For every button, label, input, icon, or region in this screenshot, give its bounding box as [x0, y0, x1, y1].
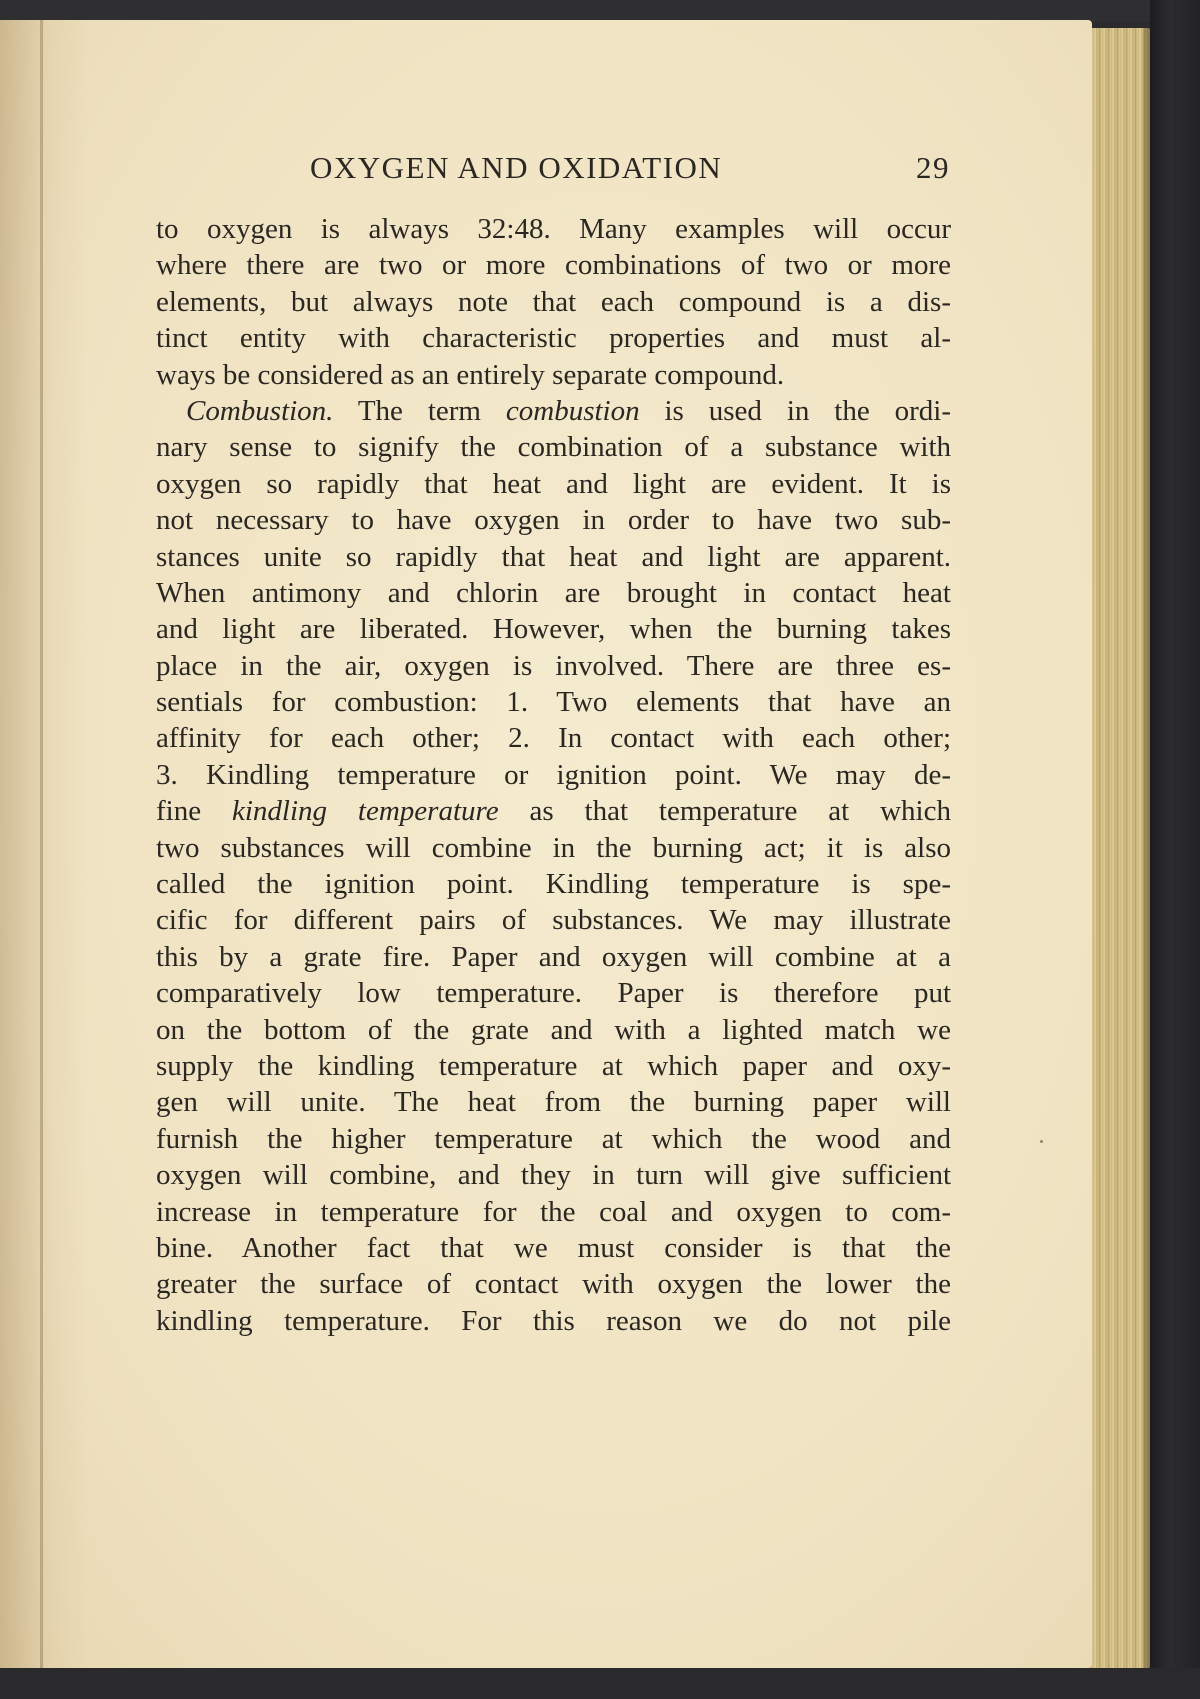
- text-line: increase in temperature for the coal and oxygen to com-: [156, 1195, 951, 1228]
- text-line: comparatively low temperature. Paper is therefore put: [156, 977, 951, 1010]
- text-line: stances unite so rapidly that heat and light are apparent.: [156, 540, 951, 573]
- text-line: on the bottom of the grate and with a lighted match we: [156, 1013, 951, 1046]
- paragraph-start-line: [156, 393, 951, 429]
- running-head-title: OXYGEN AND OXIDATION: [310, 150, 723, 185]
- section-run-in-heading: Combustion.: [186, 394, 334, 427]
- text-run: The term: [333, 394, 506, 427]
- text-line: place in the air, oxygen is involved. There are three es-: [156, 649, 951, 682]
- text-line: gen will unite. The heat from the burning paper will: [156, 1086, 951, 1119]
- text-line: affinity for each other; 2. In contact with each other;: [156, 722, 951, 755]
- cover-top-edge: [0, 0, 1200, 22]
- page-edges: [1083, 28, 1153, 1668]
- text-line: [156, 793, 951, 829]
- body-text: [156, 211, 951, 1339]
- text-line: this by a grate fire. Paper and oxygen will combine at a: [156, 940, 951, 973]
- text-line: tinct entity with characteristic properties and must al-: [156, 322, 951, 355]
- text-line: furnish the higher temperature at which the wood and: [156, 1122, 951, 1155]
- text-line: called the ignition point. Kindling temperature is spe-: [156, 868, 951, 901]
- page-gutter: [40, 20, 43, 1668]
- text-line: not necessary to have oxygen in order to have two sub-: [156, 504, 951, 537]
- text-line: elements, but always note that each compound is a dis-: [156, 285, 951, 318]
- text-line: ways be considered as an entirely separate compound.: [156, 358, 785, 391]
- text-line: and light are liberated. However, when the burning takes: [156, 613, 951, 646]
- text-line: When antimony and chlorin are brought in contact heat: [156, 576, 951, 609]
- book-cover-right: [1150, 0, 1200, 1699]
- text-line: supply the kindling temperature at which paper and oxy-: [156, 1049, 951, 1082]
- text-line: where there are two or more combinations of two or more: [156, 249, 951, 282]
- text-run: is used in the ordi-: [639, 394, 951, 427]
- text-line: sentials for combustion: 1. Two elements that have an: [156, 686, 951, 719]
- text-line: 3. Kindling temperature or ignition point. We may de-: [156, 758, 951, 791]
- text-line: two substances will combine in the burning act; it is also: [156, 831, 951, 864]
- text-run: fine: [156, 795, 232, 828]
- text-line: cific for different pairs of substances. We may illustrate: [156, 904, 951, 937]
- italic-term: kindling temperature: [231, 795, 499, 828]
- text-line: nary sense to signify the combination of a substance with: [156, 431, 951, 464]
- text-line: bine. Another fact that we must consider is that the: [156, 1231, 951, 1264]
- text-line: greater the surface of contact with oxygen the lower the: [156, 1268, 951, 1301]
- page-number: 29: [916, 150, 950, 185]
- text-line: to oxygen is always 32:48. Many examples will occur: [156, 213, 951, 245]
- text-line: oxygen so rapidly that heat and light are evident. It is: [156, 467, 951, 500]
- cover-bottom-edge: [0, 1668, 1200, 1699]
- italic-term: combustion: [505, 394, 640, 427]
- text-line: kindling temperature. For this reason we do not pile: [156, 1304, 951, 1337]
- paper-speck: [1040, 1140, 1043, 1143]
- text-line: oxygen will combine, and they in turn will give sufficient: [156, 1159, 951, 1192]
- running-head: [150, 150, 950, 190]
- text-run: as that temperature at which: [498, 795, 951, 828]
